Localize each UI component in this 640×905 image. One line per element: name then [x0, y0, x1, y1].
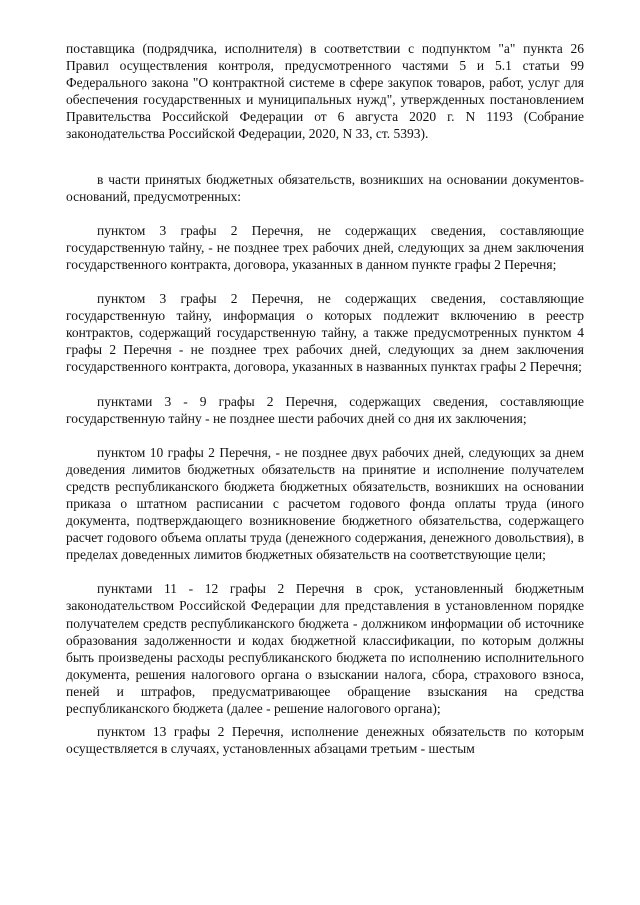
paragraph-continuation: поставщика (подрядчика, исполнителя) в соответствии с подпунктом "а" пункта 26 Правил осуществления контроля, предусмотренного частями 5 и 5.1 статьи 99 Федерального закона "О контрактной системе в сфере закупок товаров, работ, услуг для обеспечения государственных и муниципальных нужд", утвержденных постановлением Правительства Российской Федерации от 6 августа 2020 г. N 1193 (Собрание законодательства Российской Федерации, 2020, N 33, ст. 5393).	[66, 41, 584, 142]
paragraph-budget-obligations: в части принятых бюджетных обязательств, возникших на основании документов-оснований, предусмотренных:	[66, 171, 584, 204]
paragraph-item-3-non-secret: пунктом 3 графы 2 Перечня, не содержащих сведения, составляющие государственную тайну, - не позднее трех рабочих дней, следующих за днем заключения государственного контракта, договора, указанных в данном пункте графы 2 Перечня;	[66, 222, 584, 272]
paragraph-item-3-4-registry: пунктом 3 графы 2 Перечня, не содержащих сведения, составляющие государственную тайну, информация о которых подлежит включению в реестр контрактов, содержащий государственную тайну, а также предусмотренных пунктом 4 графы 2 Перечня - не позднее трех рабочих дней, следующих за днем заключения государственного контракта, договора, указанных в названных пунктах графы 2 Перечня;	[66, 291, 584, 375]
paragraph-item-13: пунктом 13 графы 2 Перечня, исполнение денежных обязательств по которым осуществляется в случаях, установленных абзацами третьим - шестым	[66, 724, 584, 757]
paragraph-items-3-9-secret: пунктами 3 - 9 графы 2 Перечня, содержащих сведения, составляющие государственную тайну - не позднее шести рабочих дней со дня их заключения;	[66, 393, 584, 426]
document-page	[66, 40, 584, 757]
paragraph-items-11-12: пунктами 11 - 12 графы 2 Перечня в срок, установленный бюджетным законодательством Российской Федерации для представления в установленном порядке получателем средств республиканского бюджета - должником информации об источнике образования задолженности и кодах бюджетной классификации, по которым должны быть произведены расходы республиканского бюджета по исполнению исполнительного документа, решения налогового органа о взыскании налога, сбора, страхового взноса, пеней и штрафов, предусматривающее обращение взыскания на средства республиканского бюджета (далее - решение налогового органа);	[66, 581, 584, 716]
paragraph-item-10: пунктом 10 графы 2 Перечня, - не позднее двух рабочих дней, следующих за днем доведения лимитов бюджетных обязательств на принятие и исполнение получателем средств республиканского бюджета бюджетных обязательств, возникших на основании приказа о штатном расписании с расчетом годового фонда оплаты труда (иного документа, подтверждающего возникновение бюджетного обязательства, содержащего расчет годового объема оплаты труда (денежного содержания, денежного довольствия), в пределах доведенных лимитов бюджетных обязательств на соответствующие цели;	[66, 444, 584, 563]
